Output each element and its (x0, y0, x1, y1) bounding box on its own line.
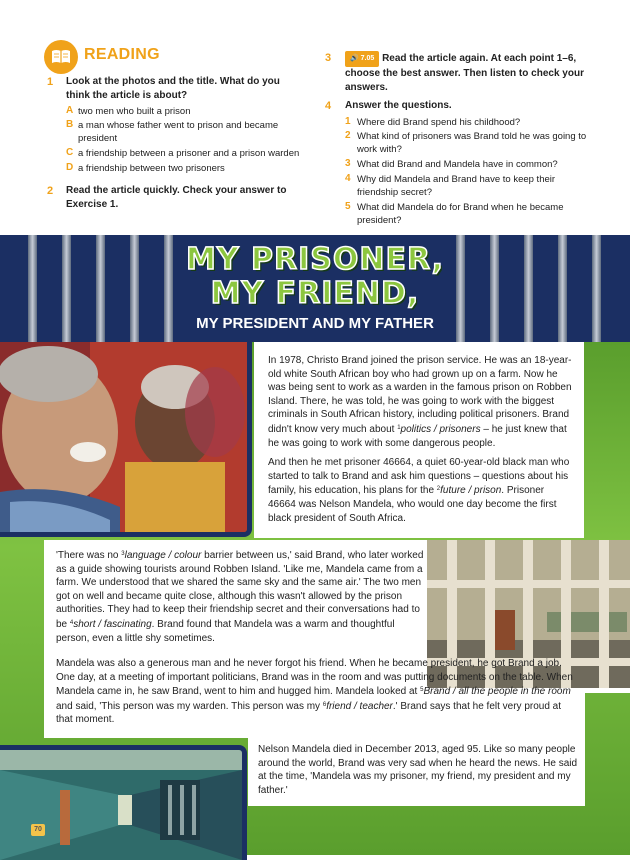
article-title-line-1: MY PRISONER, (185, 242, 445, 277)
q4-item-4-number: 4 (345, 173, 351, 184)
article-column-wide (56, 657, 576, 733)
article-title-line-2: MY FRIEND, (210, 276, 420, 311)
question-2-text: Read the article quickly. Check your answer to Exercise 1. (66, 185, 287, 210)
article-column-top (268, 354, 573, 531)
article-banner (0, 235, 630, 342)
gap-3-choice: language / colour (124, 550, 202, 561)
page-number: 70 (31, 824, 45, 836)
article-paragraph-1: In 1978, Christo Brand joined the prison service. He was an 18-year-old white South African boy who had grown up on a farm. Now he was being sent to work as a warden in the famous prison on Robben Island. There, he was told, he was going to work with the biggest criminals in South African history, including political prisoners. Brand didn't know very much about $^1$politics / prisoners – he just knew that he was going to work with some dangerous people. (268, 355, 572, 449)
q4-item-2-number: 2 (345, 130, 351, 141)
option-d-text: a friendship between two prisoners (78, 163, 225, 174)
q4-item-3-number: 3 (345, 158, 351, 169)
q4-item-3-text: What did Brand and Mandela have in common? (357, 159, 558, 170)
option-b-letter: B (66, 119, 74, 130)
question-1-number: 1 (47, 76, 54, 88)
question-4-text: Answer the questions. (345, 100, 452, 111)
option-d-letter: D (66, 162, 74, 173)
question-2-number: 2 (47, 185, 54, 197)
photo-brand-portrait (0, 342, 252, 537)
article-paragraph-5: Nelson Mandela died in December 2013, aged 95. Like so many people around the world, Brand was very sad when he heard the news. He said at the time, 'Mandela was my prisoner, my friend, my president and my father.' (258, 744, 578, 796)
gap-6-choice: friend / teacher (326, 700, 393, 712)
article-subtitle: MY PRESIDENT AND MY FATHER (196, 315, 434, 332)
q4-item-1-number: 1 (345, 116, 351, 127)
q4-item-5-text: What did Mandela do for Brand when he became president? (357, 202, 564, 226)
article-column-bottom (258, 743, 578, 803)
gap-2-choice: future / prison (440, 485, 502, 497)
gap-1-choice: politics / prisoners (400, 423, 481, 435)
option-b-text: a man whose father went to prison and became president (78, 120, 279, 144)
article-paragraph-4: Mandela was also a generous man and he never forgot his friend. When he became president, he got Brand a job. One day, at a meeting of important politicians, Brand was in the room and was putting documents on the table. When Mandela came in, he saw Brand, went to him and hugged him. Mandela looked at $^5$Brand / all the people in the room and said, 'This person was my warden. This person was my $^6$friend / teacher.' Brand says that he felt very proud at that moment. (56, 658, 573, 726)
option-a-letter: A (66, 105, 74, 116)
audio-track-badge[interactable]: 🔊 7.05 (345, 51, 379, 67)
article-paragraph-2: And then he met prisoner 46664, a quiet 60-year-old black man who started to talk to Brand and ask him questions – questions about his family, his education, his plans for the $^2$future / prison. Prisoner 46664 was Nelson Mandela, who would one day become the first black president of South Africa. (268, 457, 570, 524)
option-c-text: a friendship between a prisoner and a prison warden (78, 148, 300, 159)
photo-prison-corridor (0, 745, 247, 860)
gap-5-choice: Brand / all the people in the room (423, 686, 571, 698)
gap-4-choice: short / fascinating (73, 618, 152, 630)
question-3-text: Read the article again. At each point 1–6, choose the best answer. Then listen to check your answers. (345, 53, 584, 93)
q4-item-5-number: 5 (345, 201, 351, 212)
article-column-middle (56, 548, 428, 651)
article-paragraph-3: 'There was no $^3$language / colour barrier between us,' said Brand, who later worked as a guide showing tourists around Robben Island. 'Like me, Mandela came from a farm. We understood that we shared the same sky and the same air.' The two men got on well and became quite close, although this wasn't allowed by the prison authorities. They had to keep their friendship secret and their conversations had to be $^4$short / fascinating. Brand found that Mandela was a warm and thoughtful person, even a little shy sometimes. (56, 550, 424, 644)
question-3-number: 3 (325, 52, 332, 64)
question-1-text: Look at the photos and the title. What do you think the article is about? (66, 76, 280, 101)
q4-item-4-text: Why did Mandela and Brand have to keep their friendship secret? (357, 174, 556, 198)
q4-item-1-text: Where did Brand spend his childhood? (357, 117, 521, 128)
reading-book-icon (44, 40, 78, 74)
section-title: READING (84, 46, 160, 63)
option-a-text: two men who built a prison (78, 106, 191, 117)
option-c-letter: C (66, 147, 74, 158)
q4-item-2-text: What kind of prisoners was Brand told he was going to work with? (357, 131, 587, 155)
question-4-number: 4 (325, 100, 332, 112)
question-3 (345, 51, 585, 95)
